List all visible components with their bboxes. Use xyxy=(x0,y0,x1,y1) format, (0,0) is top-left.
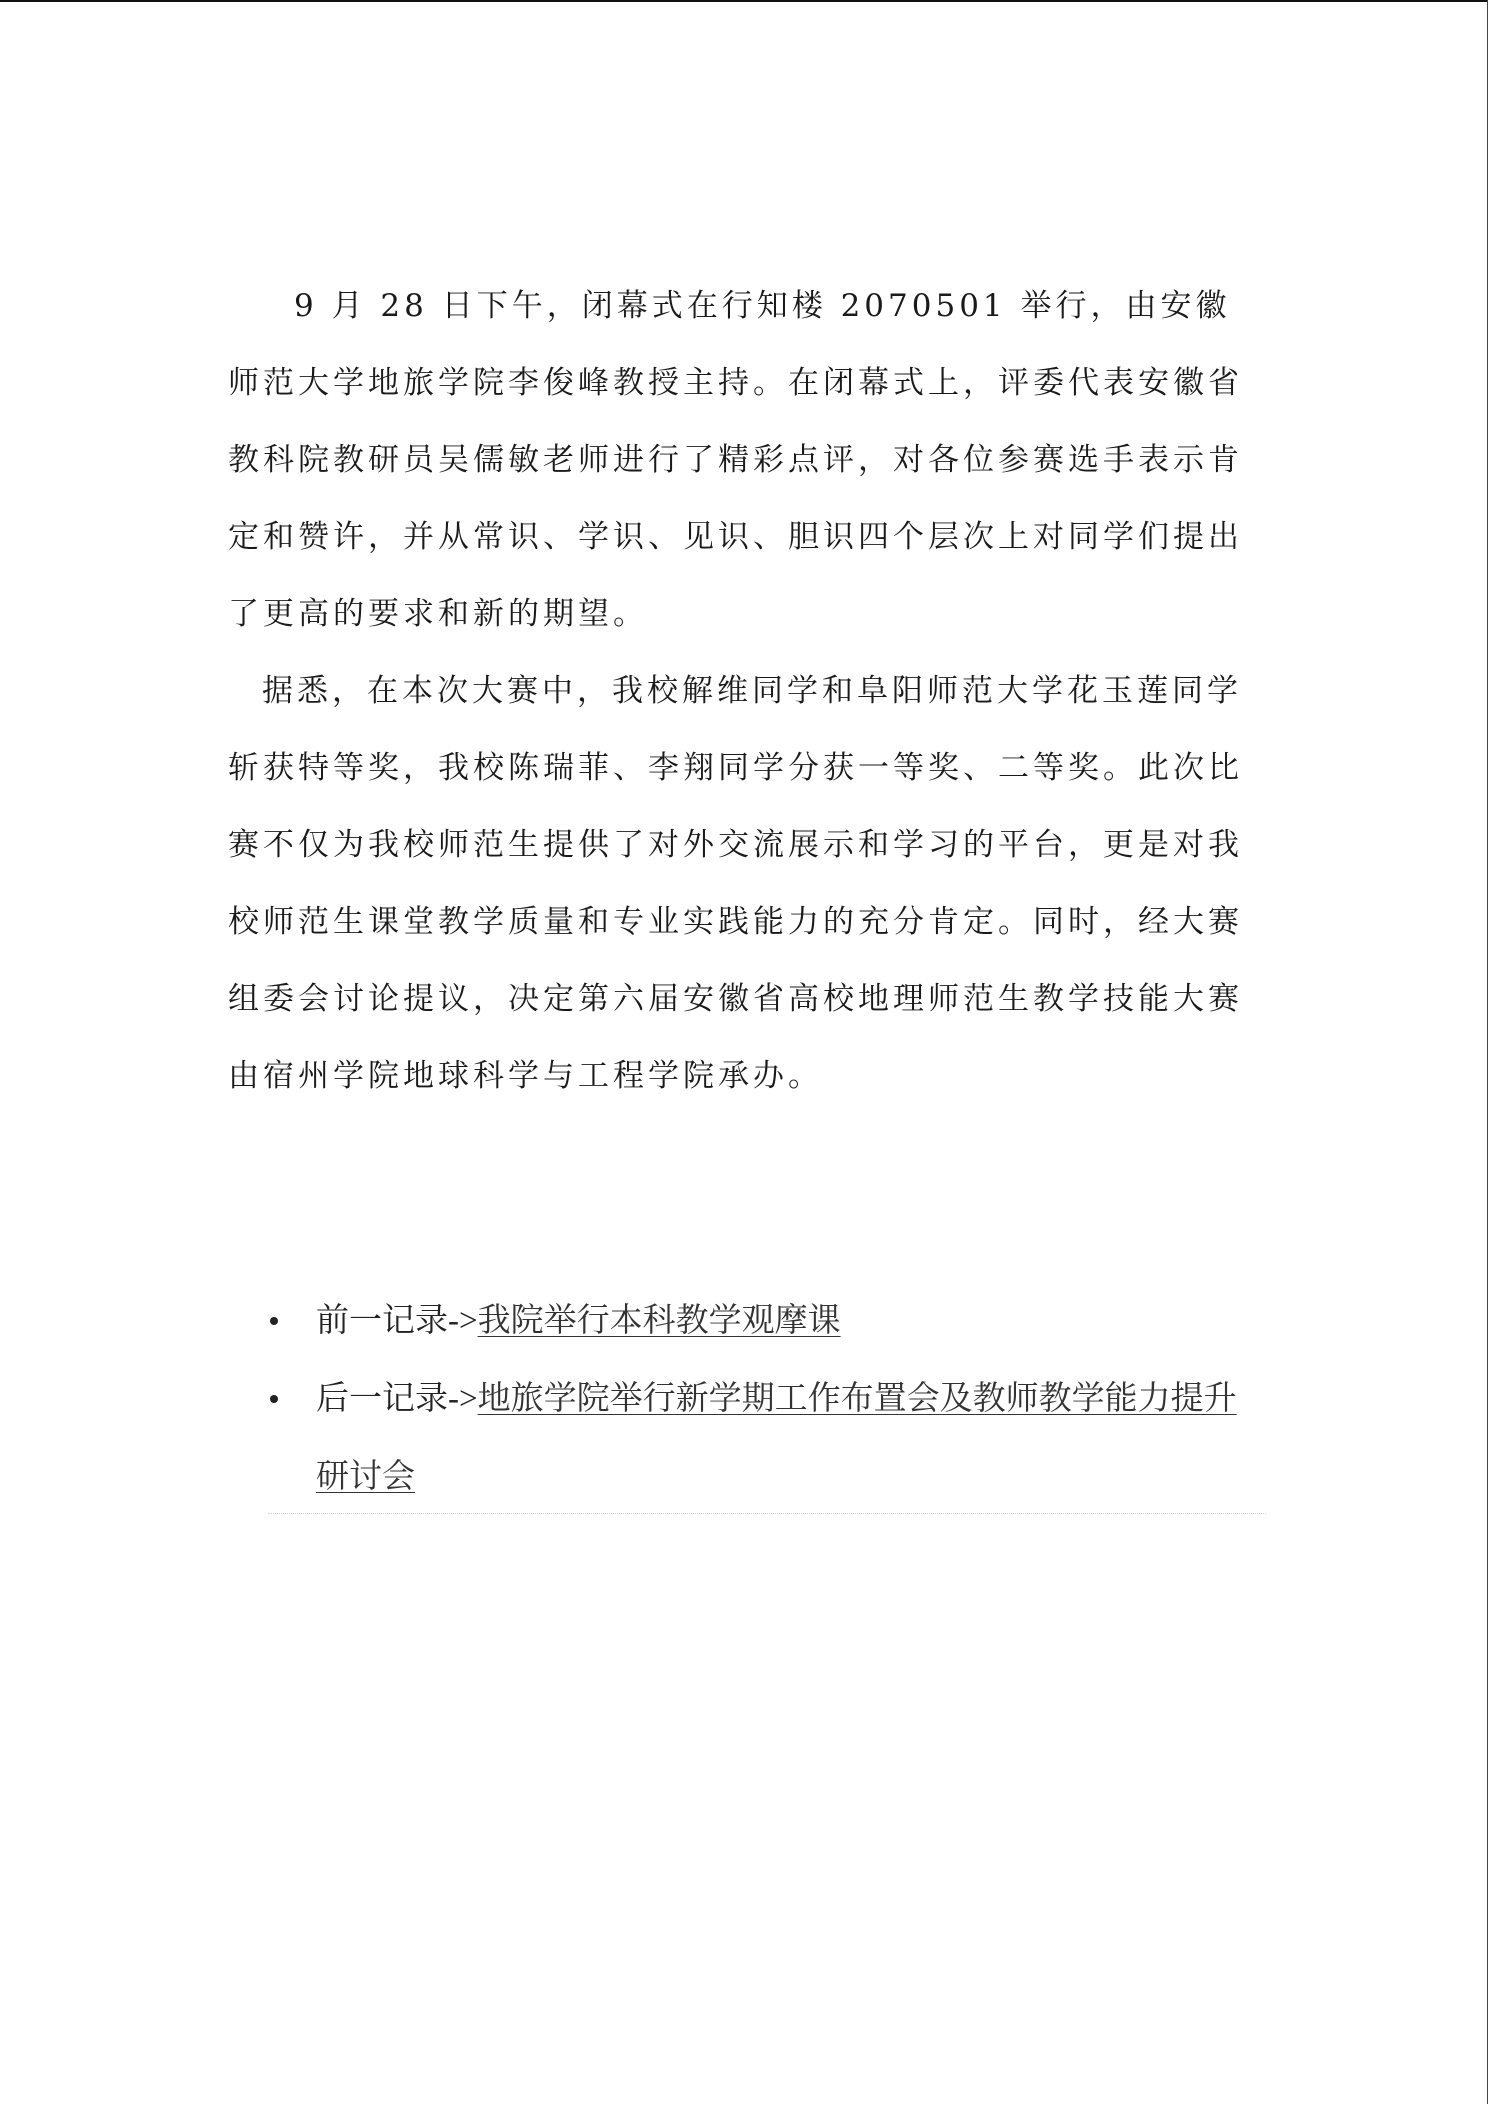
bullet-icon xyxy=(270,1395,278,1403)
page-top-border xyxy=(0,0,1488,2)
next-record-label: 后一记录-> xyxy=(316,1381,478,1417)
prev-record-link[interactable]: 我院举行本科教学观摩课 xyxy=(477,1303,841,1339)
next-record-item xyxy=(268,1360,1266,1516)
prev-record-label: 前一记录-> xyxy=(316,1303,478,1339)
article-paragraph: 据悉，在本次大赛中，我校解维同学和阜阳师范大学花玉莲同学斩获特等奖，我校陈瑞菲、李翔同学分获一等奖、二等奖。此次比赛不仅为我校师范生提供了对外交流展示和学习的平台，更是对我校师范生课堂教学质量和专业实践能力的充分肯定。同时，经大赛组委会讨论提议，决定第六届安徽省高校地理师范生教学技能大赛由宿州学院地球科学与工程学院承办。 xyxy=(228,673,1243,1094)
prev-record-item xyxy=(268,1282,1266,1360)
article-paragraph: 9 月 28 日下午，闭幕式在行知楼 2070501 举行，由安徽师范大学地旅学院李俊峰教授主持。在闭幕式上，评委代表安徽省教科院教研员吴儒敏老师进行了精彩点评，对各位参赛选手表示肯定和赞许，并从常识、学识、见识、胆识四个层次上对同学们提出了更高的要求和新的期望。 xyxy=(228,288,1243,632)
divider xyxy=(268,1513,1266,1514)
bullet-icon xyxy=(270,1317,278,1325)
article-body xyxy=(228,268,1248,1115)
next-record-link[interactable]: 地旅学院举行新学期工作布置会及教师教学能力提升研讨会 xyxy=(316,1381,1237,1495)
record-navigation xyxy=(268,1282,1266,1516)
